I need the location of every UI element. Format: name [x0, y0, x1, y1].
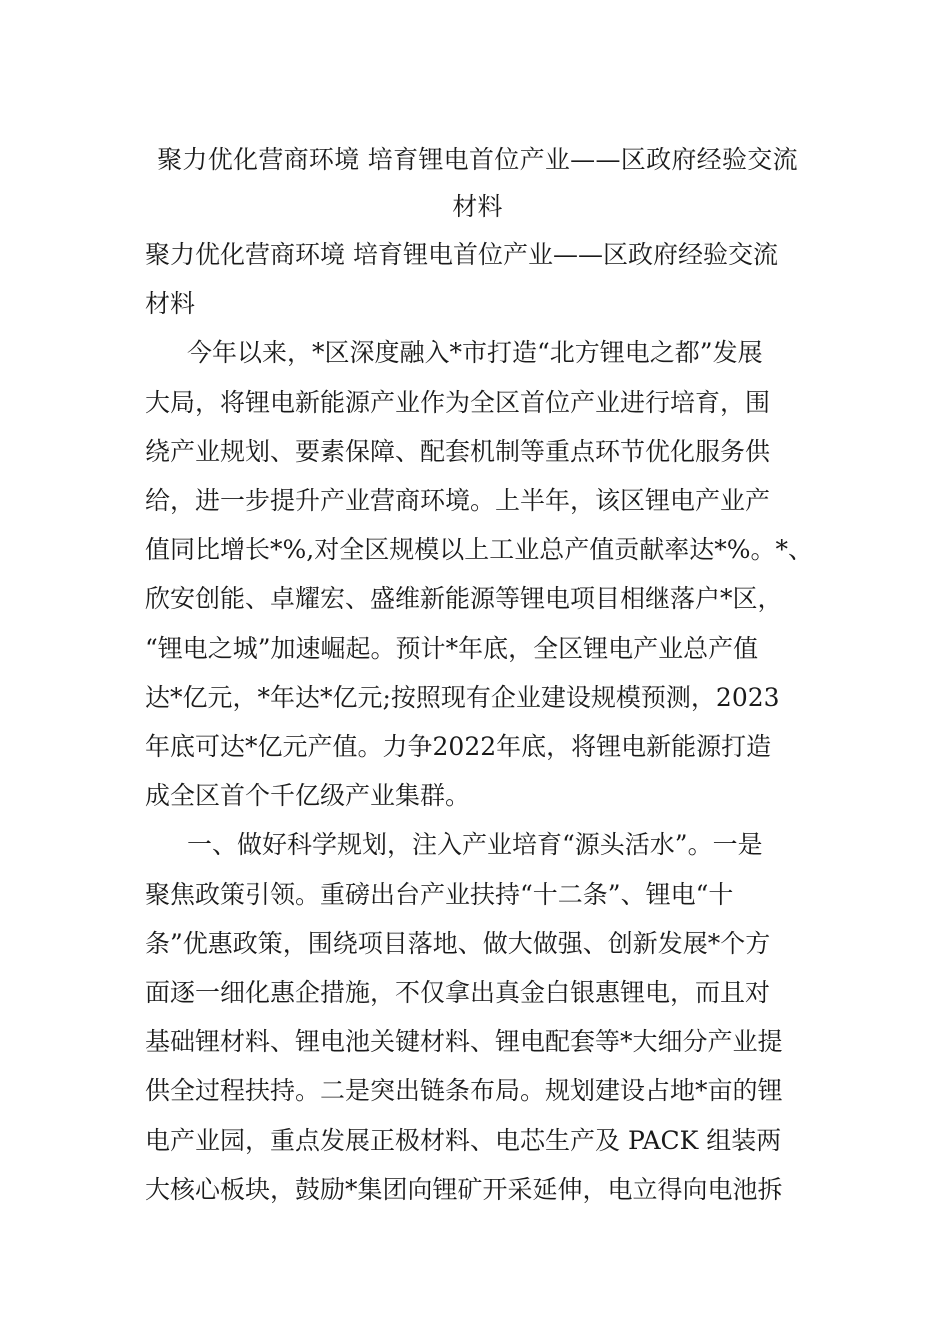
paragraph-line: 面逐一细化惠企措施，不仅拿出真金白银惠锂电，而且对	[145, 978, 771, 1008]
paragraph-line: 给，进一步提升产业营商环境。上半年，该区锂电产业产	[145, 486, 771, 516]
paragraph-line: 成全区首个千亿级产业集群。	[145, 781, 471, 811]
document-title	[145, 136, 810, 230]
paragraph-line: 条”优惠政策，围绕项目落地、做大做强、创新发展*个方	[145, 928, 771, 958]
paragraph-line: 电产业园，重点发展正极材料、电芯生产及 PACK 组装两	[145, 1125, 782, 1155]
intro-paragraph	[145, 328, 810, 377]
title-line-1: 聚力优化营商环境 培育锂电首位产业——区政府经验交流	[157, 145, 798, 174]
paragraph-line: “锂电之城”加速崛起。预计*年底，全区锂电产业总产值	[145, 633, 759, 663]
document-body	[145, 230, 813, 1214]
intro-paragraph-cont	[145, 378, 813, 821]
section-one-paragraph-cont	[145, 870, 810, 1214]
section-one-paragraph	[145, 820, 810, 869]
paragraph-line: 欣安创能、卓耀宏、盛维新能源等锂电项目相继落户*区，	[145, 584, 783, 614]
paragraph-line: 今年以来，*区深度融入*市打造“北方锂电之都”发展	[187, 338, 763, 368]
paragraph-line: 基础锂材料、锂电池关键材料、锂电配套等*大细分产业提	[145, 1027, 783, 1057]
subtitle-line-1: 聚力优化营商环境 培育锂电首位产业——区政府经验交流	[145, 240, 778, 269]
paragraph-line: 大核心板块，鼓励*集团向锂矿开采延伸，电立得向电池拆	[145, 1174, 783, 1204]
paragraph-line: 供全过程扶持。二是突出链条布局。规划建设占地*亩的锂	[145, 1076, 783, 1106]
subtitle-paragraph	[145, 230, 810, 328]
paragraph-line: 年底可达*亿元产值。力争2022年底，将锂电新能源打造	[145, 732, 772, 762]
paragraph-line: 聚焦政策引领。重磅出台产业扶持“十二条”、锂电“十	[145, 879, 734, 909]
paragraph-line: 绕产业规划、要素保障、配套机制等重点环节优化服务供	[145, 436, 771, 466]
paragraph-line: 一、做好科学规划，注入产业培育“源头活水”。一是	[187, 830, 763, 860]
title-line-2: 材料	[452, 192, 503, 221]
paragraph-line: 大局，将锂电新能源产业作为全区首位产业进行培育，围	[145, 387, 771, 417]
paragraph-line: 达*亿元，*年达*亿元;按照现有企业建设规模预测，2023	[145, 682, 780, 712]
subtitle-line-2: 材料	[145, 289, 196, 319]
paragraph-line: 值同比增长*%,对全区规模以上工业总产值贡献率达*%。*、	[145, 535, 813, 565]
